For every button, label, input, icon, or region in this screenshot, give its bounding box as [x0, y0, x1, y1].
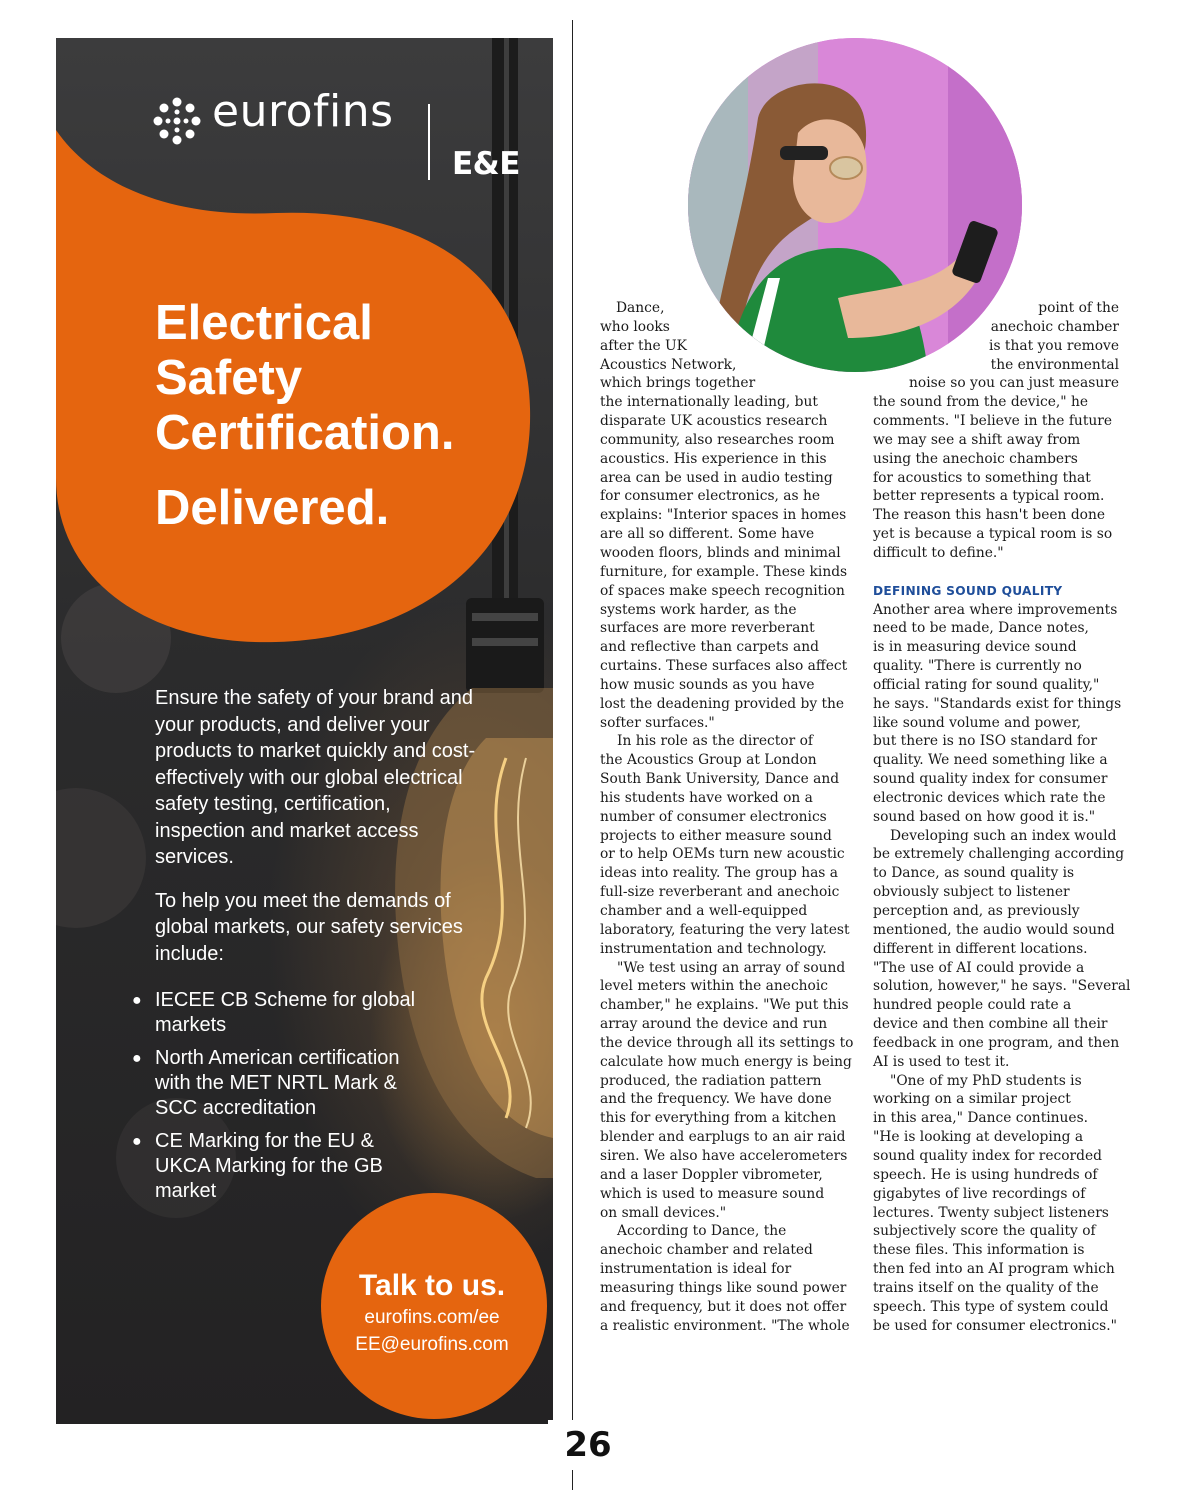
list-item-text: IECEE CB Scheme for global markets — [155, 989, 416, 1036]
text-line: ideas into reality. The group has a — [600, 865, 839, 882]
text-line: quality. "There is currently no — [873, 658, 1082, 675]
advert-paragraph: Ensure the safety of your brand and your products, and deliver your products to market quickly and cost-effectively with our global electrical safety testing, certification, inspection and market access services. — [155, 687, 476, 868]
bullet-icon: ● — [132, 1133, 142, 1150]
cta-title: Talk to us. — [358, 1269, 506, 1302]
text-line: "One of my PhD students is — [890, 1072, 1082, 1089]
text-line: who looks — [600, 318, 670, 335]
text-line: different in different locations. — [873, 940, 1088, 957]
text-line: the sound from the device," he — [873, 394, 1089, 411]
gutter-rule — [572, 20, 573, 1490]
text-line: instrumentation is ideal for — [600, 1261, 792, 1278]
logo-divider — [428, 104, 430, 180]
text-line: sound quality index for recorded — [873, 1147, 1102, 1164]
text-line: instrumentation and technology. — [600, 940, 827, 957]
text-line: subjectively score the quality of — [873, 1223, 1096, 1240]
text-line: curtains. These surfaces also affect — [600, 658, 848, 675]
cta-email-link[interactable]: EE@eurofins.com — [355, 1334, 509, 1355]
text-line: chamber," he explains. "We put this — [600, 997, 849, 1014]
text-line: the Acoustics Group at London — [600, 752, 817, 769]
advert-headline — [155, 296, 515, 536]
text-line: using the anechoic chambers — [873, 450, 1078, 467]
text-line: for consumer electronics, as he — [600, 488, 821, 505]
text-line: after the UK — [600, 337, 687, 354]
text-line: softer surfaces." — [600, 714, 715, 731]
text-line: device and then combine all their — [873, 1016, 1108, 1033]
text-line: array around the device and run — [600, 1016, 828, 1033]
text-line: area can be used in audio testing — [600, 469, 833, 486]
text-line: the device through all its settings to — [600, 1034, 854, 1051]
text-line: full-size reverberant and anechoic — [600, 884, 840, 901]
text-line: his students have worked on a — [600, 789, 813, 806]
section-heading: DEFINING SOUND QUALITY — [873, 583, 1063, 598]
text-line: solution, however," he says. "Several — [873, 978, 1131, 995]
text-line: hundred people could rate a — [873, 997, 1072, 1014]
text-line: then fed into an AI program which — [873, 1261, 1115, 1278]
text-line: wooden floors, blinds and minimal — [600, 544, 841, 561]
text-line: siren. We also have accelerometers — [600, 1147, 848, 1164]
text-line: Developing such an index would — [890, 827, 1117, 844]
cta-url-link[interactable]: eurofins.com/ee — [364, 1307, 500, 1328]
text-line: this for everything from a kitchen — [600, 1110, 837, 1127]
text-line: anechoic chamber — [990, 318, 1119, 335]
text-line: are all so different. Some have — [600, 526, 815, 543]
text-line: gigabytes of live recordings of — [873, 1185, 1086, 1202]
text-line: how music sounds as you have — [600, 676, 815, 693]
text-line: speech. He is using hundreds of — [873, 1166, 1098, 1183]
text-line: systems work harder, as the — [600, 601, 797, 618]
text-line: for acoustics to something that — [873, 469, 1091, 486]
text-line: in this area," Dance continues. — [873, 1110, 1089, 1127]
text-line: In his role as the director of — [617, 733, 813, 750]
text-line: noise so you can just measure — [909, 375, 1119, 392]
article-column-2 — [873, 299, 1131, 1335]
bullet-icon: ● — [132, 992, 142, 1009]
text-line: "We test using an array of sound — [617, 959, 846, 976]
brand-name: eurofins — [212, 86, 394, 137]
headline-line: Electrical — [155, 296, 373, 350]
text-line: working on a similar project — [873, 1091, 1071, 1108]
text-line: According to Dance, the — [617, 1223, 787, 1240]
text-line: like sound volume and power, — [873, 714, 1082, 731]
text-line: these files. This information is — [873, 1242, 1085, 1259]
text-line: Another area where improvements — [873, 601, 1118, 618]
text-line: sound quality index for consumer — [873, 771, 1108, 788]
text-line: which is used to measure sound — [600, 1185, 825, 1202]
text-line: and reflective than carpets and — [600, 639, 819, 656]
list-item-text: CE Marking for the EU & UKCA Marking for the GB market — [155, 1130, 383, 1202]
text-line: comments. "I believe in the future — [873, 413, 1113, 430]
division-label: E&E — [452, 146, 520, 182]
text-line: blender and earplugs to an air raid — [600, 1129, 846, 1146]
text-line: but there is no ISO standard for — [873, 733, 1098, 750]
text-line: and frequency, but it does not offer — [600, 1298, 847, 1315]
text-line: anechoic chamber and related — [600, 1242, 813, 1259]
text-line: explains: "Interior spaces in homes — [600, 507, 847, 524]
text-line: obviously subject to listener — [873, 884, 1070, 901]
text-line: trains itself on the quality of the — [873, 1279, 1099, 1296]
text-line: furniture, for example. These kinds — [600, 563, 848, 580]
text-line: feedback in one program, and then — [873, 1034, 1120, 1051]
headline-line: Certification. — [155, 406, 455, 460]
text-line: laboratory, featuring the very latest — [600, 921, 850, 938]
text-line: point of the — [1038, 300, 1119, 316]
text-line: on small devices." — [600, 1204, 727, 1221]
list-item-text: North American certification with the MET NRTL Mark & SCC accreditation — [155, 1047, 400, 1119]
text-line: we may see a shift away from — [873, 431, 1081, 448]
text-line: AI is used to test it. — [873, 1053, 1010, 1070]
text-line: is that you remove — [989, 337, 1119, 354]
text-line: speech. This type of system could — [873, 1298, 1109, 1315]
text-line: difficult to define." — [873, 544, 1004, 561]
text-line: chamber and a well-equipped — [600, 903, 808, 919]
eurofins-dots-icon — [152, 96, 202, 146]
text-line: to Dance, as sound quality is — [873, 865, 1075, 882]
text-line: is in measuring device sound — [873, 639, 1077, 656]
advert-body — [155, 685, 485, 984]
article-column-1 — [600, 299, 854, 1335]
text-line: or to help OEMs turn new acoustic — [600, 846, 845, 863]
list-item — [132, 1129, 432, 1204]
text-line: acoustics. His experience in this — [600, 450, 827, 467]
text-line: which brings together — [600, 375, 756, 392]
text-line: be extremely challenging according — [873, 846, 1125, 863]
call-to-action — [332, 1268, 532, 1358]
paragraph-gap — [873, 563, 1123, 582]
text-line: mentioned, the audio would sound — [873, 921, 1115, 938]
text-line: electronic devices which rate the — [873, 789, 1106, 806]
text-line: projects to either measure sound — [600, 827, 832, 844]
text-line: calculate how much energy is being — [600, 1053, 852, 1070]
headline-delivered: Delivered. — [155, 481, 390, 535]
text-line: of spaces make speech recognition — [600, 582, 845, 599]
eurofins-advert — [56, 38, 553, 1424]
text-line: Dance, — [616, 300, 665, 316]
text-line: level meters within the anechoic — [600, 978, 829, 995]
text-line: and a laser Doppler vibrometer, — [600, 1166, 823, 1183]
advert-paragraph: To help you meet the demands of global markets, our safety services include: — [155, 889, 463, 965]
text-line: surfaces are more reverberant — [600, 620, 815, 637]
text-line: better represents a typical room. — [873, 488, 1105, 505]
text-line: the internationally leading, but — [600, 394, 818, 411]
text-line: "The use of AI could provide a — [873, 959, 1085, 976]
text-line: Acoustics Network, — [600, 356, 737, 373]
services-list — [132, 988, 432, 1212]
text-line: lectures. Twenty subject listeners — [873, 1204, 1109, 1221]
bullet-icon: ● — [132, 1050, 142, 1067]
text-line: quality. We need something like a — [873, 752, 1108, 769]
bokeh-light — [56, 788, 146, 928]
text-line: official rating for sound quality," — [873, 676, 1100, 693]
headline-line: Safety — [155, 351, 303, 405]
text-line: need to be made, Dance notes, — [873, 620, 1089, 637]
text-line: produced, the radiation pattern — [600, 1072, 822, 1089]
list-item — [132, 988, 432, 1038]
text-line: be used for consumer electronics." — [873, 1317, 1117, 1334]
text-line: The reason this hasn't been done — [873, 507, 1106, 524]
smart-glasses — [780, 146, 828, 160]
text-line: he says. "Standards exist for things — [873, 695, 1122, 712]
text-line: community, also researches room — [600, 431, 835, 448]
text-line: disparate UK acoustics research — [600, 413, 828, 430]
text-line: South Bank University, Dance and — [600, 771, 840, 788]
text-line: and the frequency. We have done — [600, 1091, 832, 1108]
text-line: number of consumer electronics — [600, 808, 827, 825]
text-line: the environmental — [990, 356, 1119, 373]
list-item — [132, 1046, 432, 1121]
text-line: "He is looking at developing a — [873, 1129, 1084, 1146]
text-line: sound based on how good it is." — [873, 808, 1096, 825]
text-line: measuring things like sound power — [600, 1279, 847, 1296]
text-line: lost the deadening provided by the — [600, 695, 845, 712]
text-line: a realistic environment. "The whole — [600, 1317, 850, 1334]
text-line: yet is because a typical room is so — [873, 526, 1113, 543]
text-line: perception and, as previously — [873, 903, 1080, 919]
page-number: 26 — [548, 1420, 628, 1470]
